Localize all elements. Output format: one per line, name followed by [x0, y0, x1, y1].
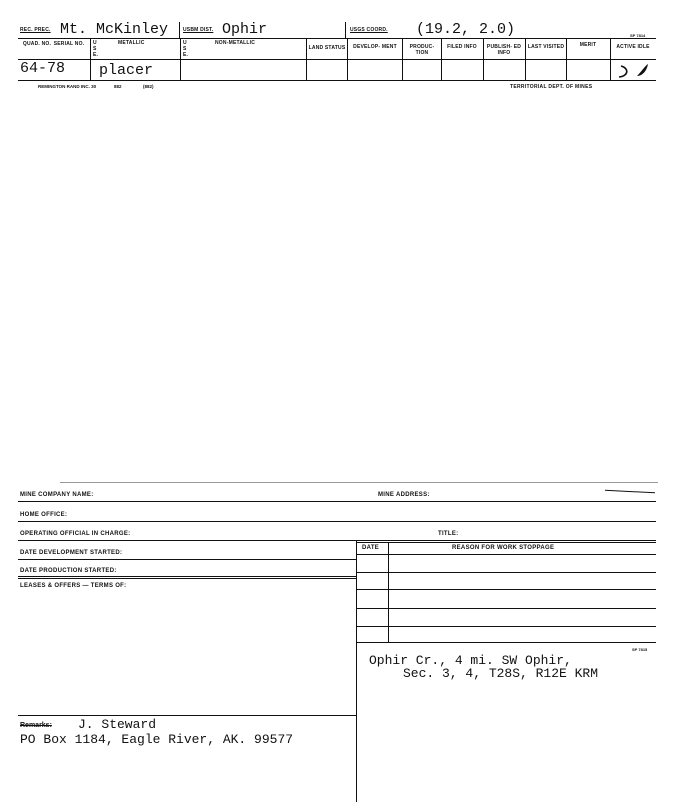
bottom-card — [0, 470, 678, 809]
owner-address: PO Box 1184, Eagle River, AK. 99577 — [20, 732, 294, 747]
header-land-status: LAND STATUS — [308, 45, 346, 51]
footer-right: TERRITORIAL DEPT. OF MINES — [510, 84, 593, 90]
header-use-u: U — [93, 40, 97, 46]
rec-prec-value: Mt. McKinley — [60, 21, 169, 38]
header-metallic: METALLIC — [118, 40, 145, 46]
date-dev-started-label: DATE DEVELOPMENT STARTED: — [20, 550, 123, 556]
usgs-coord-label: USGS COORD. — [350, 27, 388, 33]
header-use-e: E. — [93, 52, 99, 58]
date-prod-started-label: DATE PRODUCTION STARTED: — [20, 568, 117, 574]
usbm-dist-value: Ophir — [222, 21, 268, 38]
active-idle-mark-icon — [615, 62, 651, 80]
mine-address-label: MINE ADDRESS: — [378, 492, 430, 498]
header-merit: MERIT — [579, 42, 597, 48]
top-card — [0, 0, 678, 100]
header-filed-info: FILED INFO — [447, 44, 477, 50]
footer-code1: 882 — [114, 84, 122, 89]
header-non-e: E. — [183, 52, 189, 58]
form-number-top: SP 7814 — [630, 33, 646, 38]
metallic-value: placer — [99, 62, 154, 79]
title-label: TITLE: — [438, 531, 459, 537]
header-non-metallic: NON-METALLIC — [215, 40, 256, 46]
header-use-s: S — [93, 46, 97, 52]
header-last-visited: LAST VISITED — [527, 44, 565, 50]
header-published-info: PUBLISH- ED INFO — [486, 44, 522, 56]
quad-serial-value: 64-78 — [20, 60, 66, 77]
form-number-bottom: SP 7815 — [632, 647, 648, 652]
location-line1: Ophir Cr., 4 mi. SW Ophir, — [369, 653, 572, 668]
location-line2: Sec. 3, 4, T28S, R12E KRM — [403, 666, 599, 681]
owner-label: Remarks: — [20, 722, 52, 729]
header-non-u: U — [183, 40, 187, 46]
usbm-dist-label: USBM DIST. — [183, 27, 214, 33]
owner-name: J. Steward — [78, 717, 157, 732]
header-development: DEVELOP- MENT — [353, 44, 397, 50]
header-serial-no: SERIAL NO. — [53, 41, 85, 47]
home-office-label: HOME OFFICE: — [20, 512, 68, 518]
operating-official-label: OPERATING OFFICIAL IN CHARGE: — [20, 531, 131, 537]
header-production: PRODUC- TION — [409, 44, 435, 56]
rec-prec-label: REC. PREC. — [20, 27, 51, 33]
mine-company-name-label: MINE COMPANY NAME: — [20, 492, 94, 498]
header-non-s: S — [183, 46, 187, 52]
header-active-idle: ACTIVE IDLE — [616, 44, 650, 50]
header-quad-no: QUAD. NO. — [22, 41, 52, 47]
footer-left: REMINGTON RAND INC. 30 — [38, 84, 97, 89]
reason-col-label: REASON FOR WORK STOPPAGE — [452, 545, 555, 551]
footer-code2: (882) — [143, 84, 154, 89]
usgs-coord-value: (19.2, 2.0) — [416, 21, 516, 38]
leases-label: LEASES & OFFERS — TERMS OF: — [20, 583, 127, 589]
date-col-label: DATE — [362, 545, 380, 551]
